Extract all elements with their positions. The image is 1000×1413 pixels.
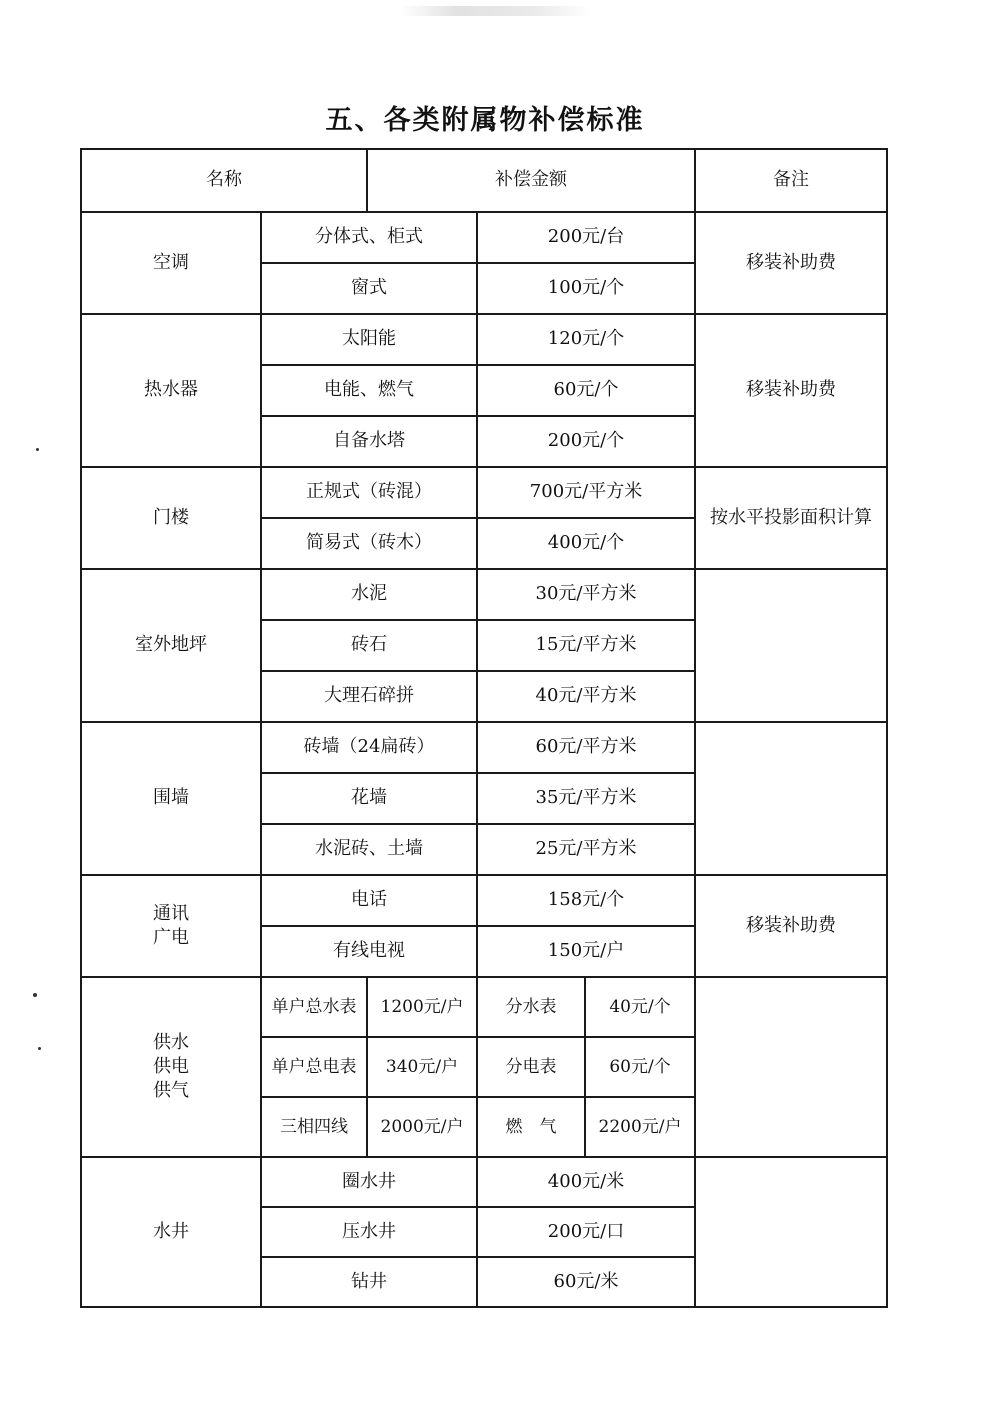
category-cell: 围墙 [81,722,261,875]
amount-cell: 25元/平方米 [477,824,695,875]
item-name-cell: 分水表 [477,977,585,1037]
remark-cell [695,1157,887,1307]
amount-cell: 30元/平方米 [477,569,695,620]
scan-artifact [400,6,590,16]
item-name-cell: 钻井 [261,1257,477,1307]
item-name-cell: 有线电视 [261,926,477,977]
category-cell [81,875,261,977]
remark-cell: 移装补助费 [695,212,887,314]
category-cell: 室外地坪 [81,569,261,722]
amount-cell: 60元/米 [477,1257,695,1307]
amount-cell: 400元/米 [477,1157,695,1207]
item-name-cell: 三相四线 [261,1097,367,1157]
scan-speck [36,448,39,451]
item-name-cell: 分体式、柜式 [261,212,477,263]
remark-cell: 移装补助费 [695,314,887,467]
amount-cell: 200元/个 [477,416,695,467]
table-row [81,314,887,365]
category-line: 供电 [153,1055,189,1077]
header-name: 名称 [81,149,367,212]
page-title: 五、各类附属物补偿标准 [325,105,645,136]
item-name-cell: 水泥砖、土墙 [261,824,477,875]
item-name-cell: 自备水塔 [261,416,477,467]
amount-cell: 40元/平方米 [477,671,695,722]
amount-cell: 340元/户 [367,1037,477,1097]
item-name-cell: 大理石碎拼 [261,671,477,722]
amount-cell: 60元/个 [585,1037,695,1097]
amount-cell: 1200元/户 [367,977,477,1037]
amount-cell: 400元/个 [477,518,695,569]
amount-cell: 40元/个 [585,977,695,1037]
category-cell [81,977,261,1157]
header-row [81,149,887,212]
scan-speck [38,1047,41,1050]
compensation-table [80,148,888,1308]
amount-cell: 158元/个 [477,875,695,926]
amount-cell: 2000元/户 [367,1097,477,1157]
item-name-cell: 正规式（砖混） [261,467,477,518]
table-row [81,467,887,518]
table-row [81,569,887,620]
item-name-cell: 燃 气 [477,1097,585,1157]
item-name-cell: 圈水井 [261,1157,477,1207]
amount-cell: 200元/口 [477,1207,695,1257]
category-line: 广电 [153,927,189,948]
amount-cell: 2200元/户 [585,1097,695,1157]
item-name-cell: 窗式 [261,263,477,314]
item-name-cell: 单户总水表 [261,977,367,1037]
amount-cell: 120元/个 [477,314,695,365]
amount-cell: 60元/平方米 [477,722,695,773]
category-cell: 空调 [81,212,261,314]
category-line: 通讯 [153,902,189,924]
item-name-cell: 单户总电表 [261,1037,367,1097]
amount-cell: 60元/个 [477,365,695,416]
amount-cell: 700元/平方米 [477,467,695,518]
item-name-cell: 花墙 [261,773,477,824]
category-cell: 水井 [81,1157,261,1307]
amount-cell: 100元/个 [477,263,695,314]
category-line: 供水 [153,1031,189,1053]
amount-cell: 150元/户 [477,926,695,977]
remark-cell [695,569,887,722]
item-name-cell: 水泥 [261,569,477,620]
remark-cell [695,977,887,1157]
item-name-cell: 压水井 [261,1207,477,1257]
item-name-cell: 砖石 [261,620,477,671]
header-remark: 备注 [695,149,887,212]
header-amount: 补偿金额 [367,149,695,212]
table-row [81,875,887,926]
table-row [81,722,887,773]
amount-cell: 200元/台 [477,212,695,263]
item-name-cell: 电话 [261,875,477,926]
category-cell: 热水器 [81,314,261,467]
item-name-cell: 电能、燃气 [261,365,477,416]
item-name-cell: 简易式（砖木） [261,518,477,569]
item-name-cell: 太阳能 [261,314,477,365]
item-name-cell: 砖墙（24扁砖） [261,722,477,773]
table-row [81,212,887,263]
table-row [81,1157,887,1207]
item-name-cell: 分电表 [477,1037,585,1097]
category-cell: 门楼 [81,467,261,569]
amount-cell: 35元/平方米 [477,773,695,824]
category-line: 供气 [153,1080,189,1102]
remark-cell [695,722,887,875]
scan-speck [33,993,37,997]
amount-cell: 15元/平方米 [477,620,695,671]
remark-cell: 按水平投影面积计算 [695,467,887,569]
table-row [81,977,887,1037]
remark-cell: 移装补助费 [695,875,887,977]
